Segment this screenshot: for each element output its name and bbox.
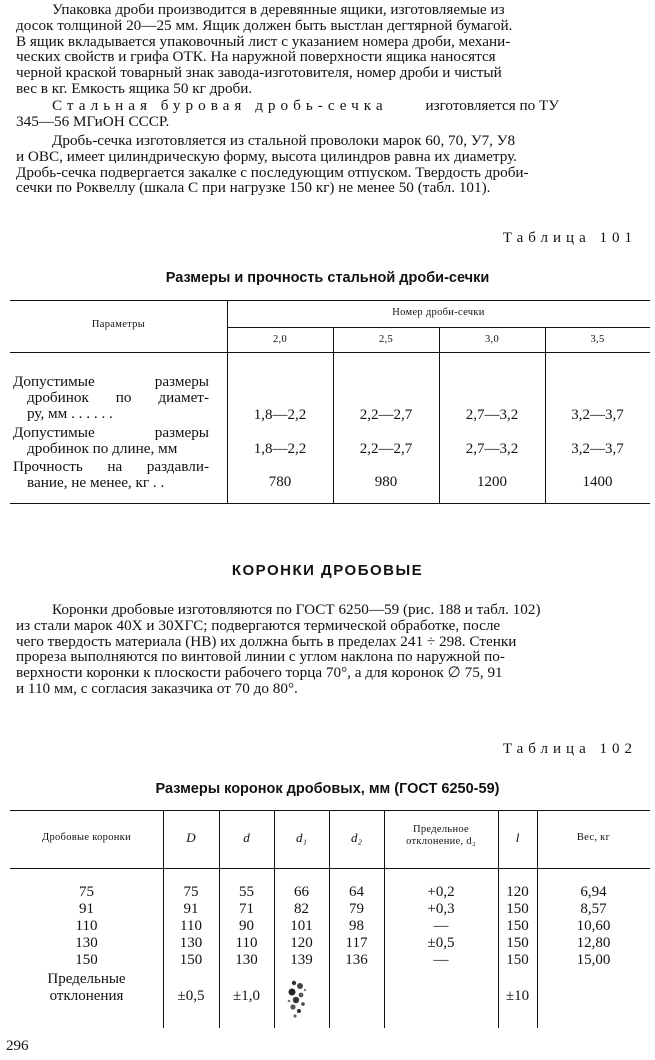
shot-spec-paragraph	[16, 98, 644, 130]
intro-paragraph	[16, 2, 644, 97]
table102-header-l: l	[515, 830, 520, 845]
crowns-line: чего твердость материала (HB) их должна быть в пределах 241 ÷ 298. Стенки	[16, 632, 517, 650]
manufacture-paragraph	[16, 133, 644, 196]
table101-header-bottom-rule	[10, 352, 650, 353]
crowns-line: верхности коронки к плоскости рабочего торца 70°, а для коронок ∅ 75, 91	[16, 664, 503, 682]
table101-col-header: 2,5	[378, 334, 394, 345]
crowns-line: Коронки дробовые изготовляются по ГОСТ 6250—59 (рис. 188 и табл. 102)	[52, 601, 541, 618]
table102-header-d: d	[243, 830, 250, 845]
table102-header-d2: d₂	[350, 830, 363, 845]
table101-row-label: Допустимые размеры дробинок по диамет- ру, мм . . . . . .	[13, 373, 209, 423]
intro-line: В ящик вкладывается упаковочный лист с указанием номера дроби, механи-	[16, 32, 511, 50]
table102-cell: —	[433, 918, 449, 934]
ink-blot	[285, 975, 311, 1021]
table101-divider	[227, 300, 228, 503]
table102-deviation-D: ±0,5	[177, 988, 205, 1004]
table101-col-header: 3,5	[590, 334, 605, 345]
table101-cell: 780	[268, 474, 292, 490]
table102-cell: 101	[290, 918, 313, 934]
table102-cell: 75	[183, 884, 199, 900]
intro-line: досок толщиной 20—25 мм. Ящик должен быть выстлан дегтярной бумагой.	[16, 16, 513, 34]
manufacture-line: Дробь-сечка подвергается закалке с последующим отпуском. Твердость дроби-	[16, 163, 529, 181]
table102-cell: 71	[239, 901, 254, 917]
table102-caption: Таблица 102	[502, 741, 637, 757]
table102-deviation-l: ±10	[505, 988, 530, 1004]
table101-cell: 2,7—3,2	[465, 441, 519, 457]
intro-line: вес в кг. Емкость ящика 50 кг дроби.	[16, 79, 253, 97]
table102-cell: —	[433, 952, 449, 968]
table101-cell: 1400	[582, 474, 613, 490]
table101-title: Размеры и прочность стальной дроби-сечки	[165, 270, 490, 286]
table101-cell: 2,7—3,2	[465, 407, 519, 423]
table102-header-weight: Вес, кг	[576, 832, 611, 843]
table102-cell: 150	[179, 952, 203, 968]
page-number: 296	[6, 1038, 29, 1054]
table102-cell: +0,2	[427, 884, 455, 900]
table102-cell: 75	[79, 884, 94, 900]
table101-cell: 1200	[477, 474, 507, 490]
table102-deviation-d: ±1,0	[233, 988, 260, 1004]
shot-type-spaced-text: Стальная буровая дробь-сечка	[52, 97, 388, 114]
table102-cell: 150	[506, 952, 529, 968]
shot-spec-rest: изготовляется по ТУ	[425, 97, 560, 114]
table102-header-bottom-rule	[10, 868, 650, 869]
table101-cell: 980	[374, 474, 398, 490]
table101-cell: 1,8—2,2	[253, 441, 307, 457]
table102-cell: 66	[294, 884, 309, 900]
table102-cell: 130	[179, 935, 203, 951]
table102-cell: 150	[75, 952, 98, 968]
table101-caption: Таблица 101	[502, 230, 637, 246]
table101-col-header: 2,0	[272, 334, 288, 345]
table102-title: Размеры коронок дробовых, мм (ГОСТ 6250-59)	[155, 781, 500, 797]
table102-cell: 120	[506, 884, 529, 900]
table102-header-deviation: Предельное отклонение, d₂	[406, 824, 476, 847]
table101-top-rule	[10, 300, 650, 301]
intro-line: ческих свойств и грифа ОТК. На наружной поверхности ящика наносятся	[16, 48, 496, 66]
intro-line: черной краской товарный знак завода-изготовителя, номер дроби и чистый	[16, 64, 502, 82]
shot-spec-line	[16, 98, 644, 114]
table102-cell: 110	[235, 935, 258, 951]
table102-cell: 79	[349, 901, 364, 917]
manufacture-line: и ОВС, имеет цилиндрическую форму, высота цилиндров равна их диаметру.	[16, 147, 517, 165]
table101-cell: 1,8—2,2	[253, 407, 307, 423]
crowns-line: из стали марок 40Х и 30ХГС; подвергаются термической обработке, после	[16, 616, 501, 634]
crowns-line: прореза выполняются по винтовой линии с углом наклона по наружной по-	[16, 648, 505, 666]
table101-row-label: Прочность на раздавли- вание, не менее, кг . .	[13, 458, 209, 492]
table101-cell: 3,2—3,7	[571, 441, 624, 457]
table102-header-crowns: Дробовые коронки	[41, 832, 131, 843]
table102-cell: 150	[506, 935, 529, 951]
table101-param-header: Параметры	[91, 319, 146, 330]
section-title: КОРОНКИ ДРОБОВЫЕ	[231, 562, 424, 579]
table101-cell: 2,2—2,7	[359, 441, 413, 457]
intro-line: Упаковка дроби производится в деревянные ящики, изготовляемые из	[52, 1, 505, 18]
table102-cell: 90	[239, 918, 254, 934]
table102-cell: 55	[239, 884, 254, 900]
table102-cell: 64	[349, 884, 364, 900]
table101-cell: 3,2—3,7	[571, 407, 624, 423]
table102-cell: 117	[345, 935, 368, 951]
table102-cell: 82	[294, 901, 309, 917]
crowns-line: и 110 мм, с согласия заказчика от 70 до 80°.	[16, 679, 298, 697]
crowns-paragraph	[16, 602, 644, 697]
table102-cell: ±0,5	[427, 935, 455, 951]
table102-cell: +0,3	[427, 901, 455, 917]
table101-bottom-rule	[10, 503, 650, 504]
table101-group-header: Номер дроби-сечки	[392, 307, 485, 318]
table102-cell: 130	[75, 935, 98, 951]
table102-header-D: D	[186, 830, 196, 845]
table102-cell: 136	[345, 952, 368, 968]
table102-cell: 91	[183, 901, 199, 917]
table102-cell: 10,60	[576, 918, 611, 934]
table102-deviation-label: Предельные отклонения	[47, 971, 126, 1004]
table102-cell: 8,57	[580, 901, 607, 917]
table102-cell: 98	[349, 918, 364, 934]
table102-cell: 15,00	[576, 952, 611, 968]
manufacture-line: Дробь-сечка изготовляется из стальной проволоки марок 60, 70, У7, У8	[52, 132, 516, 149]
table102-cell: 150	[506, 918, 529, 934]
table102-cell: 130	[235, 952, 258, 968]
table102-header-d1: d₁	[295, 830, 308, 845]
table101-cell: 2,2—2,7	[359, 407, 413, 423]
manufacture-line: сечки по Роквеллу (шкала С при нагрузке 150 кг) не менее 50 (табл. 101).	[16, 179, 491, 197]
table102-cell: 110	[75, 918, 98, 934]
table102-top-rule	[10, 810, 650, 811]
table102-cell: 12,80	[576, 935, 611, 951]
table102-cell: 6,94	[580, 884, 607, 900]
table102-cell: 110	[180, 918, 202, 934]
table102-cell: 120	[290, 935, 313, 951]
table101-row-label: Допустимые размеры дробинок по длине, мм	[13, 424, 209, 458]
shot-spec-line: 345—56 МГиОН СССР.	[16, 112, 170, 130]
table101-col-header: 3,0	[484, 334, 500, 345]
table102-cell: 139	[290, 952, 313, 968]
table102-cell: 150	[506, 901, 529, 917]
table102-cell: 91	[79, 901, 94, 917]
